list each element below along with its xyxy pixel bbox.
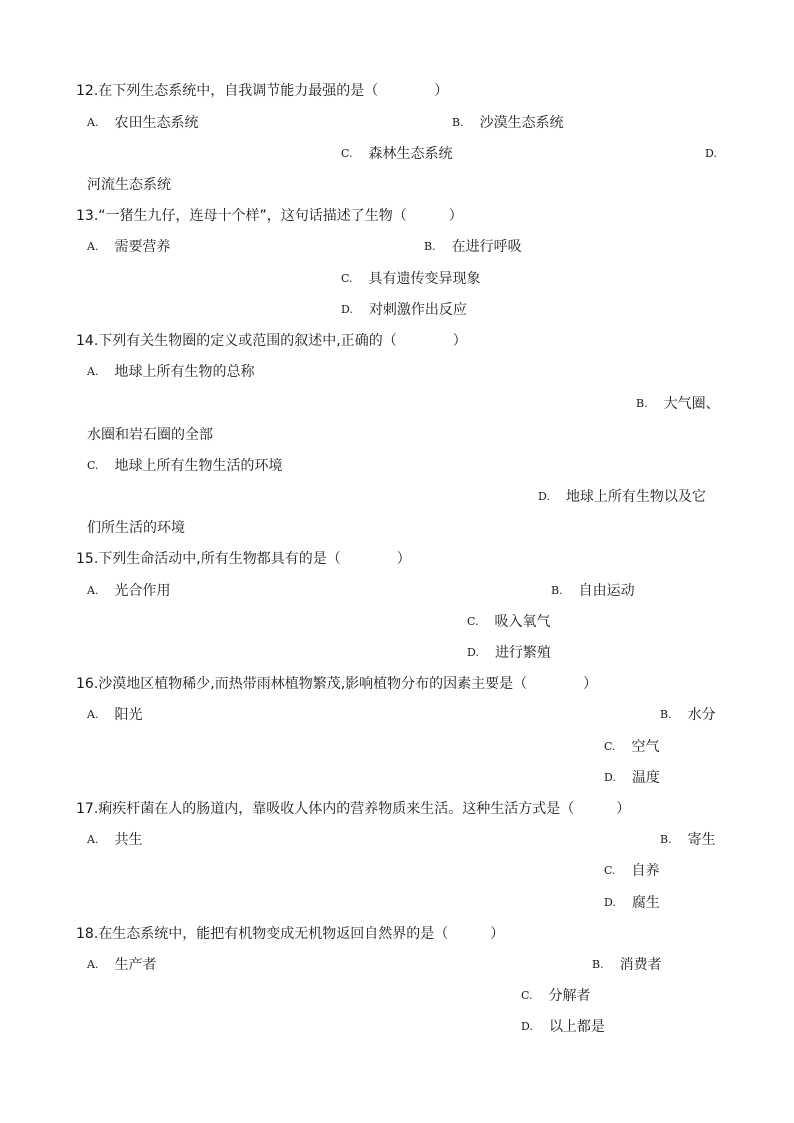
q12-option-d	[705, 145, 733, 163]
option-text: 进行繁殖	[494, 645, 551, 661]
option-letter: B.	[636, 397, 648, 410]
q14-option-c	[87, 457, 283, 475]
q13-option-b	[424, 238, 522, 256]
option-letter: C.	[521, 989, 533, 1002]
option-text: 空气	[631, 739, 660, 755]
option-letter: C.	[467, 615, 479, 628]
option-text: 自养	[631, 863, 660, 879]
option-letter: A.	[87, 365, 99, 378]
q18-option-d	[521, 1018, 605, 1036]
q15-option-c	[467, 613, 551, 631]
option-letter: B.	[592, 958, 604, 971]
question-16-stem: 16.沙漠地区植物稀少,而热带雨林植物繁茂,影响植物分布的因素主要是（ ）	[76, 676, 598, 692]
option-text: 温度	[631, 770, 660, 786]
q15-option-a	[87, 582, 170, 600]
option-letter: D.	[467, 646, 479, 659]
option-text: 共生	[114, 832, 143, 848]
option-text: 腐生	[631, 895, 660, 911]
q12-option-b	[452, 114, 564, 132]
q17-option-d	[604, 894, 660, 912]
q13-option-d	[341, 301, 467, 319]
option-text: 分解者	[548, 988, 591, 1004]
option-text: 寄生	[687, 832, 716, 848]
q17-option-a	[87, 831, 142, 849]
q17-option-c	[604, 862, 660, 880]
q16-option-d	[604, 769, 660, 787]
q16-option-b	[660, 706, 716, 724]
option-letter: C.	[341, 272, 353, 285]
q13-option-c	[341, 270, 481, 288]
option-text: 阳光	[114, 707, 143, 723]
option-letter: C.	[604, 864, 616, 877]
question-13-stem: 13.“一猪生九仔，连母十个样”，这句话描述了生物（ ）	[76, 208, 463, 224]
option-letter: C.	[341, 147, 353, 160]
option-text: 光合作用	[114, 583, 171, 599]
option-letter: D.	[341, 303, 353, 316]
option-letter: A.	[87, 833, 99, 846]
option-text: 农田生态系统	[114, 115, 199, 131]
q12-option-c	[341, 145, 453, 163]
option-text: 在进行呼吸	[451, 239, 522, 255]
option-letter: D.	[521, 1020, 533, 1033]
question-18-stem: 18.在生态系统中，能把有机物变成无机物返回自然界的是（ ）	[76, 926, 505, 942]
question-12-stem: 12.在下列生态系统中，自我调节能力最强的是（ ）	[76, 83, 449, 99]
option-letter: C.	[87, 459, 99, 472]
option-letter: B.	[424, 240, 436, 253]
option-letter: B.	[551, 584, 563, 597]
q15-option-b	[551, 582, 635, 600]
q17-option-b	[660, 831, 716, 849]
option-letter: D.	[538, 490, 550, 503]
option-text: 地球上所有生物的总称	[114, 364, 255, 380]
q18-option-a	[87, 956, 156, 974]
option-letter: D.	[705, 147, 717, 160]
option-text: 对刺激作出反应	[368, 302, 467, 318]
q16-option-c	[604, 738, 660, 756]
option-letter: A.	[87, 584, 99, 597]
question-17-stem: 17.痢疾杆菌在人的肠道内，靠吸收人体内的营养物质来生活。这种生活方式是（ ）	[76, 801, 631, 817]
option-letter: B.	[660, 708, 672, 721]
option-letter: B.	[660, 833, 672, 846]
option-text: 吸入氧气	[494, 614, 551, 630]
q16-option-a	[87, 706, 142, 724]
option-text: 需要营养	[114, 239, 171, 255]
option-letter: A.	[87, 958, 99, 971]
q14-option-d	[538, 488, 706, 506]
option-letter: C.	[604, 740, 616, 753]
question-14-stem: 14.下列有关生物圈的定义或范围的叙述中,正确的（ ）	[76, 333, 467, 349]
option-text: 水分	[687, 707, 716, 723]
option-text: 消费者	[619, 957, 662, 973]
option-text: 具有遗传变异现象	[368, 271, 481, 287]
q15-option-d	[467, 644, 551, 662]
option-letter: A.	[87, 240, 99, 253]
option-text: 沙漠生态系统	[479, 115, 564, 131]
q18-option-b	[592, 956, 662, 974]
q14-option-b	[636, 395, 720, 413]
q14-option-a	[87, 363, 254, 381]
option-text: 以上都是	[548, 1019, 605, 1035]
option-text: 生产者	[114, 957, 157, 973]
q14-option-d-wrap: 们所生活的环境	[87, 520, 185, 536]
q14-option-b-wrap: 水圈和岩石圈的全部	[87, 427, 213, 443]
q12-option-a	[87, 114, 198, 132]
option-text: 自由运动	[578, 583, 635, 599]
option-letter: A.	[87, 708, 99, 721]
question-15-stem: 15.下列生命活动中,所有生物都具有的是（ ）	[76, 551, 411, 567]
option-text: 森林生态系统	[368, 146, 453, 162]
option-text: 大气圈、	[663, 396, 720, 412]
q18-option-c	[521, 987, 591, 1005]
q12-option-d-text: 河流生态系统	[87, 177, 171, 193]
option-letter: B.	[452, 116, 464, 129]
option-text: 地球上所有生物以及它	[565, 489, 706, 505]
q13-option-a	[87, 238, 170, 256]
option-letter: D.	[604, 771, 616, 784]
option-letter: A.	[87, 116, 99, 129]
option-letter: D.	[604, 896, 616, 909]
option-text: 地球上所有生物生活的环境	[114, 458, 283, 474]
